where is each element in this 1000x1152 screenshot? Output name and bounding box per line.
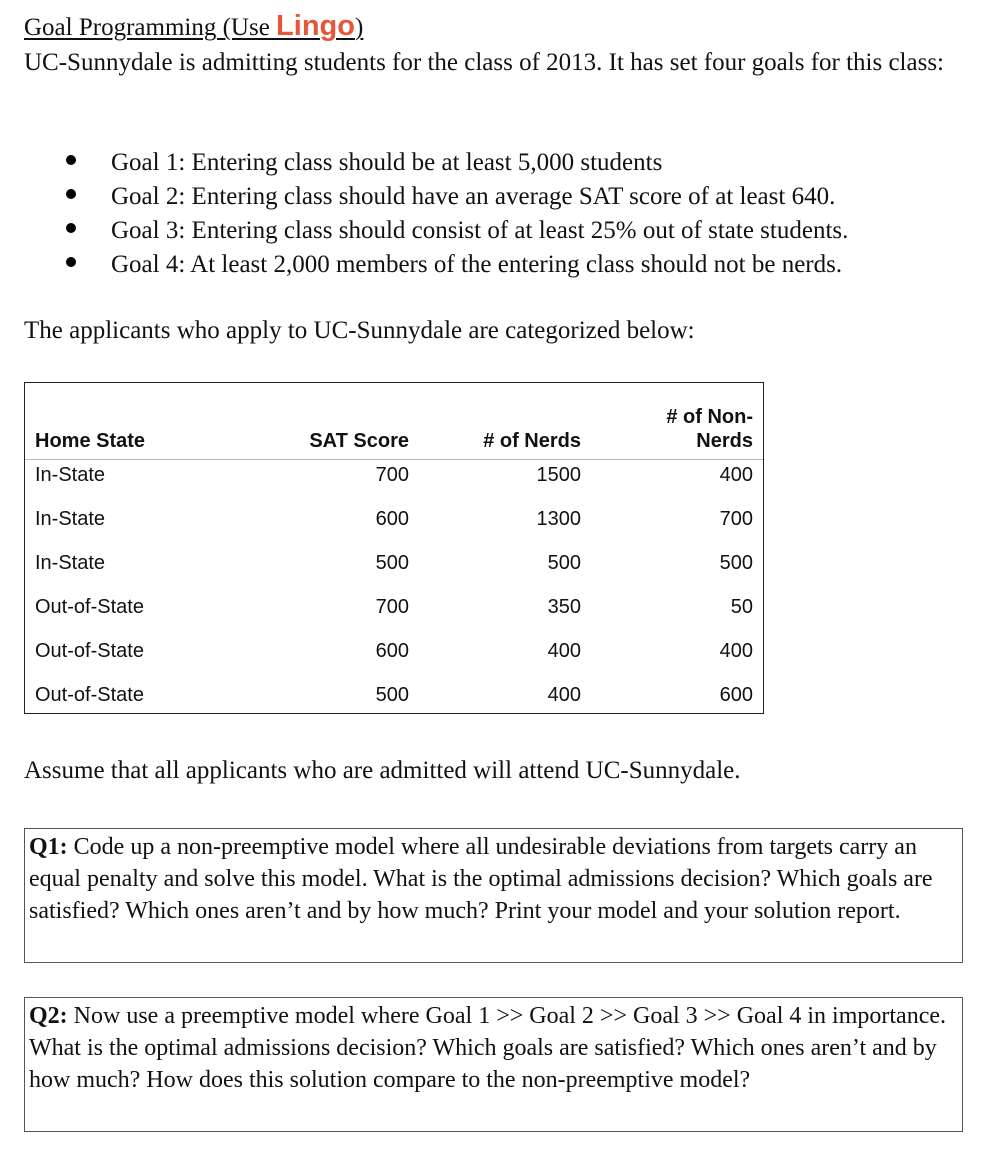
goal-list xyxy=(0,146,1000,282)
question-label: Q1: xyxy=(29,834,68,860)
bullet-icon xyxy=(66,189,76,199)
header-home-state: Home State xyxy=(35,430,146,452)
cell-sat-score: 500 xyxy=(375,684,409,706)
cell-home-state: Out-of-State xyxy=(35,640,144,662)
cell-sat-score: 600 xyxy=(375,640,409,662)
cell-nerds: 400 xyxy=(547,640,581,662)
cell-nerds: 350 xyxy=(547,596,581,618)
question-box-q1 xyxy=(24,828,963,963)
title-prefix: Goal Programming (Use xyxy=(24,14,277,41)
bullet-icon xyxy=(66,223,76,233)
bullet-icon xyxy=(66,257,76,267)
title-accent: Lingo xyxy=(276,10,355,42)
cell-nerds: 500 xyxy=(547,552,581,574)
table-row xyxy=(25,453,763,497)
page-title xyxy=(24,10,363,43)
goal-item xyxy=(0,146,1000,180)
cell-nerds: 400 xyxy=(547,684,581,706)
applicants-table xyxy=(24,382,764,714)
cell-sat-score: 500 xyxy=(375,552,409,574)
header-sat-score: SAT Score xyxy=(309,430,409,452)
goal-text: Goal 4: At least 2,000 members of the entering class should not be nerds. xyxy=(111,251,843,278)
cell-sat-score: 600 xyxy=(375,508,409,530)
goal-item xyxy=(0,248,1000,282)
table-row xyxy=(25,673,763,717)
cell-home-state: In-State xyxy=(35,508,106,530)
intro-paragraph: UC-Sunnydale is admitting students for the class of 2013. It has set four goals for this class: xyxy=(24,49,945,76)
cell-non-nerds: 50 xyxy=(730,596,753,618)
table-row xyxy=(25,585,763,629)
table-header-row xyxy=(25,393,763,453)
cell-non-nerds: 400 xyxy=(719,640,753,662)
goal-text: Goal 1: Entering class should be at least 5,000 students xyxy=(111,149,663,176)
goal-text: Goal 2: Entering class should have an average SAT score of at least 640. xyxy=(111,183,836,210)
cell-home-state: Out-of-State xyxy=(35,596,144,618)
cell-home-state: In-State xyxy=(35,552,106,574)
cell-nerds: 1300 xyxy=(536,508,581,530)
goal-item xyxy=(0,214,1000,248)
cell-non-nerds: 700 xyxy=(719,508,753,530)
table-row xyxy=(25,629,763,673)
cell-home-state: Out-of-State xyxy=(35,684,144,706)
table-row xyxy=(25,541,763,585)
cell-non-nerds: 500 xyxy=(719,552,753,574)
question-box-q2 xyxy=(24,997,963,1132)
header-non-nerds: # of Non-Nerds xyxy=(666,406,753,452)
cell-non-nerds: 400 xyxy=(719,464,753,486)
goal-text: Goal 3: Entering class should consist of at least 25% out of state students. xyxy=(111,217,849,244)
cell-home-state: In-State xyxy=(35,464,106,486)
cell-sat-score: 700 xyxy=(375,596,409,618)
bullet-icon xyxy=(66,155,76,165)
header-nerds: # of Nerds xyxy=(483,430,581,452)
cell-sat-score: 700 xyxy=(375,464,409,486)
goal-item xyxy=(0,180,1000,214)
question-text: Now use a preemptive model where Goal 1 >> Goal 2 >> Goal 3 >> Goal 4 in importance. What is the optimal admissions decision? Which goals are satisfied? Which ones aren’t and by how much? How does this solution compare to the non-preemptive model? xyxy=(29,1003,946,1093)
title-suffix: ) xyxy=(354,14,364,41)
cell-non-nerds: 600 xyxy=(719,684,753,706)
table-row xyxy=(25,497,763,541)
cell-nerds: 1500 xyxy=(536,464,581,486)
table-intro: The applicants who apply to UC-Sunnydale are categorized below: xyxy=(24,317,695,344)
question-label: Q2: xyxy=(29,1003,68,1029)
question-text: Code up a non-preemptive model where all undesirable deviations from targets carry an equal penalty and solve this model. What is the optimal admissions decision? Which goals are satisfied? Which ones aren’t and by how much? Print your model and your solution report. xyxy=(29,834,933,924)
assumption-note: Assume that all applicants who are admitted will attend UC-Sunnydale. xyxy=(24,757,741,784)
